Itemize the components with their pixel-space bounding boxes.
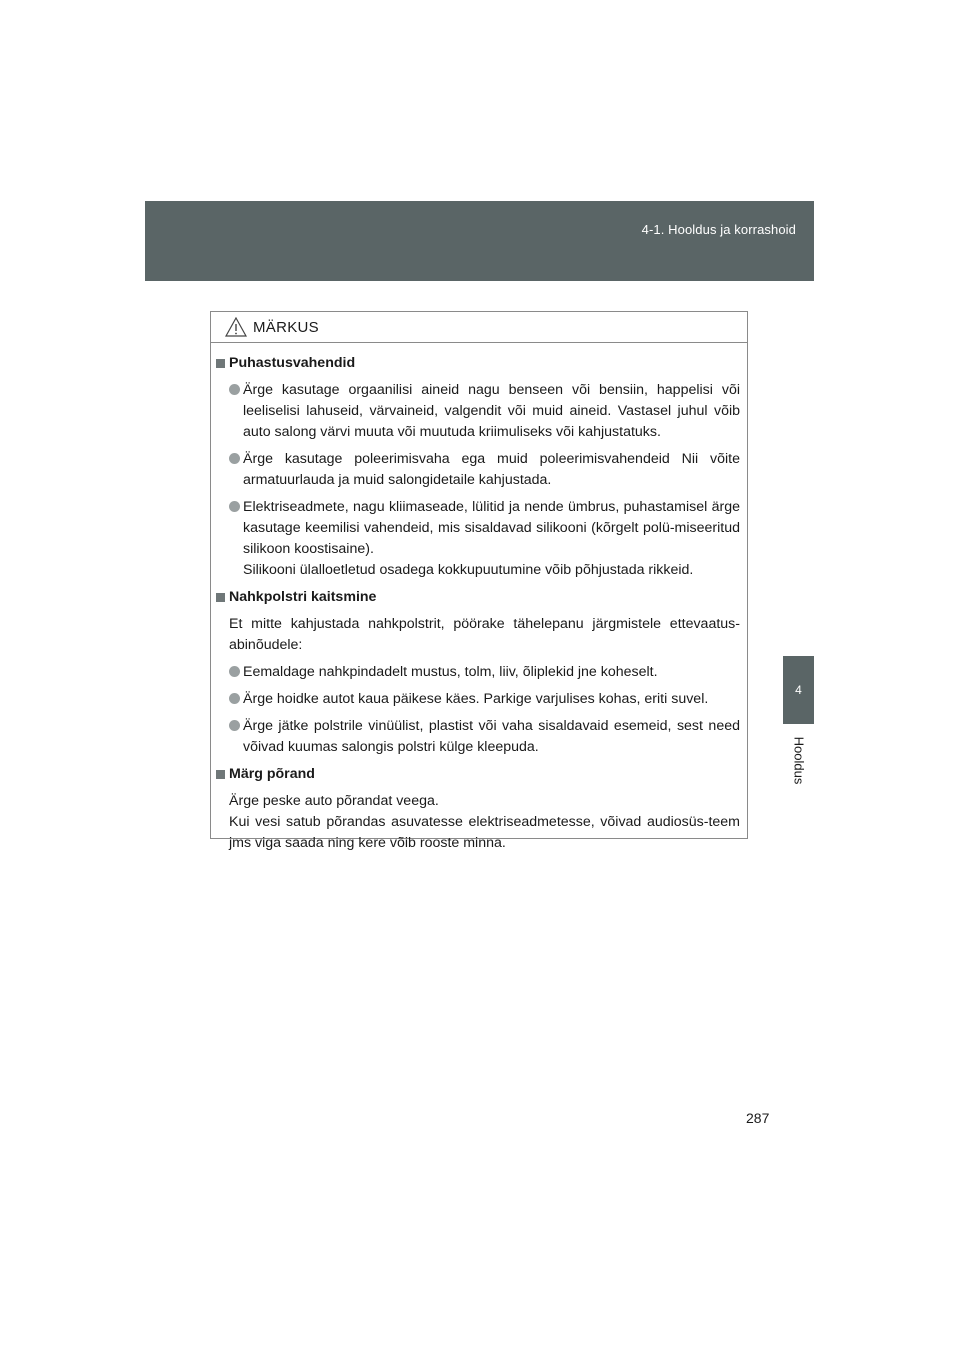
chapter-number: 4 xyxy=(795,683,802,697)
list-item: Ärge kasutage poleerimisvaha ega muid poleerimisvahendeid Nii võite armatuurlauda ja muid salongidetaile kahjustada. xyxy=(216,449,740,491)
warning-triangle-icon xyxy=(225,317,247,337)
notice-title: MÄRKUS xyxy=(253,318,319,336)
square-bullet-icon xyxy=(216,770,225,779)
list-item: Ärge jätke polstrile vinüülist, plastist või vaha sisaldavaid esemeid, sest need võivad kuumas salongis polstri külge kleepuda. xyxy=(216,716,740,758)
notice-box xyxy=(210,311,748,851)
list-item: Elektriseadmete, nagu kliimaseade, lülitid ja nende ümbrus, puhastamisel ärge kasutage keemilisi vahendeid, mis sisaldavad silikooni (kõrgelt polü-miseeritud silikoon koostisaine). Silikooni ülalloetletud osadega kokkupuutumine võib põhjustada rikkeid. xyxy=(216,497,740,581)
notice-body xyxy=(211,343,747,854)
list-item: Eemaldage nahkpindadelt mustus, tolm, liiv, õliplekid jne koheselt. xyxy=(216,662,740,683)
chapter-label-container xyxy=(783,730,814,790)
circle-bullet-icon xyxy=(229,666,240,677)
circle-bullet-icon xyxy=(229,384,240,395)
circle-bullet-icon xyxy=(229,453,240,464)
section-heading-cleaning-agents: Puhastusvahendid xyxy=(216,353,740,374)
section-header-band xyxy=(145,201,814,281)
section-title: 4-1. Hooldus ja korrashoid xyxy=(641,222,796,237)
circle-bullet-icon xyxy=(229,693,240,704)
square-bullet-icon xyxy=(216,593,225,602)
chapter-label: Hooldus xyxy=(791,736,807,784)
chapter-tab xyxy=(783,656,814,724)
section-intro: Et mitte kahjustada nahkpolstrit, pöörake tähelepanu järgmistele ettevaatus-abinõudele: xyxy=(229,616,740,653)
square-bullet-icon xyxy=(216,359,225,368)
circle-bullet-icon xyxy=(229,720,240,731)
section-heading-wet-floor: Märg põrand xyxy=(216,764,740,785)
list-item: Ärge hoidke autot kaua päikese käes. Parkige varjulises kohas, eriti suvel. xyxy=(216,689,740,710)
section-heading-leather-care: Nahkpolstri kaitsmine xyxy=(216,587,740,608)
page-number: 287 xyxy=(746,1110,770,1126)
list-item: Ärge kasutage orgaanilisi aineid nagu benseen või bensiin, happelisi või leeliselisi lahuseid, värvaineid, valgendit või muid aineid. Vastasel juhul võib auto salong värvi muuta või muutuda kriimuliseks või kahjustatuks. xyxy=(216,380,740,443)
section-paragraph: Ärge peske auto põrandat veega. Kui vesi satub põrandas asuvatesse elektriseadmetesse, võivad audiosüs-teem jms viga saada ning kere võib rooste minna. xyxy=(229,793,740,851)
notice-header xyxy=(211,312,747,343)
circle-bullet-icon xyxy=(229,501,240,512)
